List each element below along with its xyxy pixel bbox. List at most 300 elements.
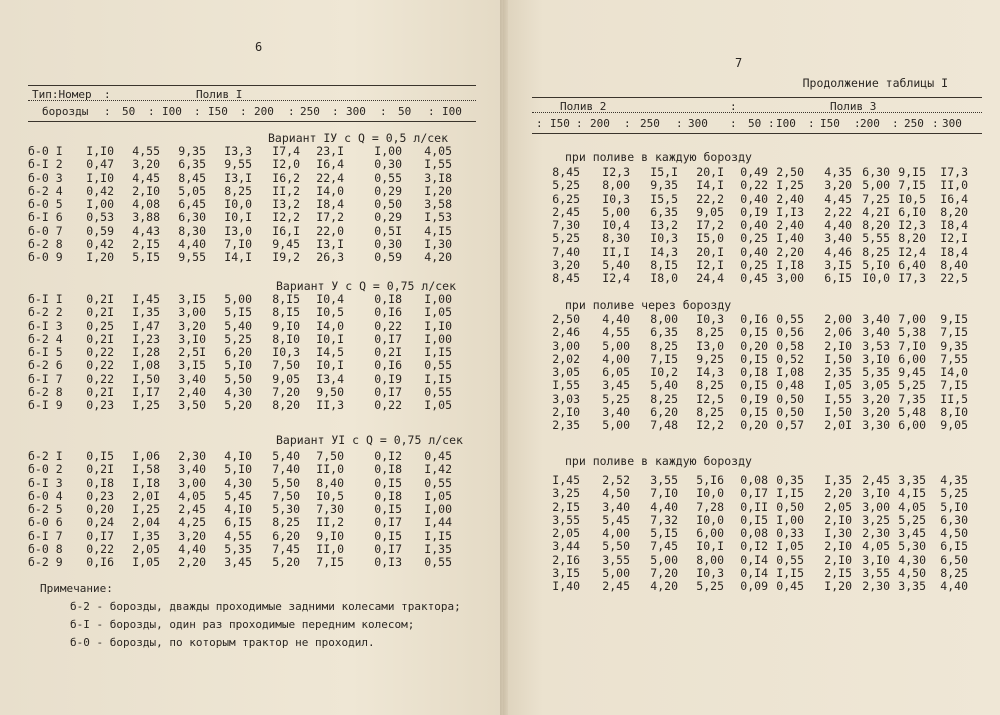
table-cell: 0,I5 — [740, 512, 768, 527]
table-cell: I2,2 — [696, 418, 724, 433]
table-cell: 9,45 — [898, 365, 926, 380]
table-cell: 2,I0 — [132, 183, 160, 198]
header-col: I00 — [776, 117, 796, 130]
table-cell: 5,25 — [940, 486, 968, 501]
table-row — [28, 172, 452, 185]
table-row — [548, 259, 968, 272]
table-cell: 0,45 — [776, 579, 804, 594]
table-cell: I7,3 — [940, 165, 968, 179]
table-cell: 4,05 — [898, 499, 926, 514]
table-cell: I0,I — [316, 358, 344, 373]
table-cell: 2,I0 — [824, 512, 852, 527]
table-cell: I0,0 — [224, 197, 252, 212]
table-cell: 5,25 — [552, 231, 580, 246]
table-cell: I3,I — [316, 237, 344, 252]
table-row — [548, 501, 968, 514]
table-cell: 6,45 — [178, 197, 206, 212]
row-label: б-0 7 — [28, 223, 63, 238]
table-cell: 3,I5 — [178, 292, 206, 306]
table-cell: I3,0 — [696, 338, 724, 353]
table-cell: II,5 — [940, 391, 968, 406]
variant-title: Вариант У с Q = 0,75 л/сек — [276, 279, 457, 293]
table-cell: I,I5 — [424, 528, 452, 543]
table-row — [548, 272, 968, 285]
table-cell: 0,29 — [374, 183, 402, 198]
table-cell: 5,25 — [898, 512, 926, 527]
table-cell: 0,I5 — [740, 378, 768, 393]
table-cell: 0,45 — [740, 271, 768, 286]
table-cell: 2,20 — [824, 486, 852, 501]
table-cell: I2,4 — [602, 271, 630, 286]
table-cell: 0,25 — [740, 231, 768, 246]
table-cell: I0,4 — [602, 218, 630, 233]
table-cell: 5,I0 — [224, 358, 252, 373]
table-row — [548, 406, 968, 419]
table-cell: 3,20 — [132, 157, 160, 172]
table-cell: 6,05 — [602, 365, 630, 380]
table-cell: 3,25 — [862, 512, 890, 527]
table-cell: 6,40 — [898, 258, 926, 273]
table-cell: 0,23 — [86, 398, 114, 413]
table-cell: 6,I5 — [824, 271, 852, 286]
table-cell: 4,08 — [132, 197, 160, 212]
table-cell: 3,20 — [862, 391, 890, 406]
table-row — [548, 340, 968, 353]
table-row — [548, 179, 968, 192]
table-cell: 5,25 — [898, 378, 926, 393]
header-col: I50 — [550, 117, 570, 130]
table-cell: 8,I5 — [650, 258, 678, 273]
table-row — [548, 540, 968, 553]
table-cell: 0,22 — [86, 345, 114, 360]
table-cell: I5,0 — [696, 231, 724, 246]
table-cell: 0,I6 — [86, 555, 114, 570]
table-row — [28, 530, 452, 543]
table-cell: 8,25 — [696, 405, 724, 420]
table-cell: 0,I7 — [374, 385, 402, 400]
table-cell: 6,20 — [650, 405, 678, 420]
header-col: 300 — [942, 117, 962, 130]
table-cell: 3,40 — [824, 231, 852, 246]
table-cell: I,I5 — [776, 486, 804, 501]
table-cell: 4,05 — [424, 144, 452, 158]
table-cell: 3,40 — [178, 371, 206, 386]
table-cell: 2,20 — [776, 244, 804, 259]
table-cell: 0,2I — [86, 385, 114, 400]
table-cell: 0,35 — [776, 473, 804, 487]
table-cell: I5,5 — [650, 191, 678, 206]
table-cell: 6,30 — [940, 512, 968, 527]
table-cell: I3,I — [224, 170, 252, 185]
table-cell: 5,I6 — [696, 473, 724, 487]
notes-title: Примечание: — [40, 582, 113, 595]
variant-table-1 — [28, 145, 452, 265]
table-cell: 5,40 — [224, 318, 252, 333]
table-cell: 3,45 — [224, 555, 252, 570]
table-cell: 8,25 — [650, 391, 678, 406]
table-cell: I,20 — [824, 579, 852, 594]
table-cell: 4,30 — [224, 385, 252, 400]
table-cell: 0,55 — [424, 555, 452, 570]
table-cell: 9,25 — [696, 351, 724, 366]
table-row — [548, 219, 968, 232]
table-cell: 5,38 — [898, 325, 926, 340]
table-cell: 4,40 — [824, 218, 852, 233]
table-cell: I,25 — [776, 178, 804, 193]
table-cell: 3,58 — [424, 197, 452, 212]
table-cell: 4,40 — [178, 542, 206, 557]
table-cell: 5,30 — [898, 539, 926, 554]
table-cell: I0,3 — [650, 231, 678, 246]
table-cell: I3,2 — [272, 197, 300, 212]
table-cell: 4,I0 — [224, 449, 252, 463]
table-cell: I,42 — [424, 462, 452, 477]
table-cell: 0,40 — [740, 218, 768, 233]
table-cell: 0,I8 — [374, 292, 402, 306]
table-cell: 0,25 — [86, 318, 114, 333]
table-cell: 7,20 — [650, 566, 678, 581]
section-title: при поливе в каждую борозду — [565, 454, 752, 468]
table-cell: 6,30 — [178, 210, 206, 225]
table-cell: I,I8 — [776, 258, 804, 273]
table-cell: 4,I5 — [898, 486, 926, 501]
table-cell: 8,45 — [552, 165, 580, 179]
table-cell: 3,I0 — [862, 351, 890, 366]
table-cell: 4,40 — [650, 499, 678, 514]
header-col: 300 — [688, 117, 708, 130]
table-cell: 2,52 — [602, 473, 630, 487]
table-cell: II,0 — [316, 462, 344, 477]
table-cell: 0,55 — [424, 358, 452, 373]
header-col: 300 — [346, 105, 366, 118]
table-cell: 6,I0 — [898, 204, 926, 219]
section-table-1 — [548, 166, 968, 286]
table-row — [548, 232, 968, 245]
table-cell: 4,I0 — [224, 502, 252, 517]
header-col: 250 — [904, 117, 924, 130]
table-cell: I,20 — [86, 250, 114, 265]
table-cell: 3,20 — [178, 318, 206, 333]
table-cell: I2,I — [696, 258, 724, 273]
table-cell: I,58 — [132, 462, 160, 477]
table-cell: I0,3 — [602, 191, 630, 206]
table-cell: 8,45 — [552, 271, 580, 286]
table-cell: 7,30 — [552, 218, 580, 233]
table-cell: 0,22 — [86, 542, 114, 557]
table-cell: 7,30 — [316, 502, 344, 517]
table-cell: 3,05 — [552, 365, 580, 380]
table-cell: 0,24 — [86, 515, 114, 530]
table-cell: 0,08 — [740, 526, 768, 541]
row-label: б-0 8 — [28, 542, 63, 557]
table-cell: 6,00 — [696, 526, 724, 541]
table-cell: 7,I0 — [224, 237, 252, 252]
header-group-label: Полив I — [196, 88, 243, 101]
table-cell: I,35 — [132, 305, 160, 320]
table-cell: 0,23 — [86, 488, 114, 503]
table-cell: I0,4 — [316, 292, 344, 306]
section-title: при поливе через борозду — [565, 298, 732, 312]
table-cell: I,I8 — [132, 475, 160, 490]
table-row — [548, 246, 968, 259]
table-cell: 9,I5 — [940, 312, 968, 326]
table-cell: 6,20 — [272, 528, 300, 543]
table-cell: 8,25 — [696, 325, 724, 340]
table-cell: II,2 — [316, 515, 344, 530]
table-cell: 0,55 — [424, 475, 452, 490]
table-cell: 9,I5 — [898, 165, 926, 179]
table-cell: 9,I0 — [316, 528, 344, 543]
table-cell: 2,06 — [824, 325, 852, 340]
table-cell: I,44 — [424, 515, 452, 530]
row-label: б-2 5 — [28, 502, 63, 517]
table-row — [548, 326, 968, 339]
table-cell: 2,50 — [552, 312, 580, 326]
table-cell: I,30 — [424, 237, 452, 252]
table-cell: 7,I5 — [898, 178, 926, 193]
table-cell: 6,00 — [898, 351, 926, 366]
table-cell: 3,55 — [602, 552, 630, 567]
row-label: б-2 8 — [28, 237, 63, 252]
table-cell: I8,4 — [940, 244, 968, 259]
table-cell: 2,05 — [824, 499, 852, 514]
table-cell: 8,00 — [602, 178, 630, 193]
table-row — [548, 567, 968, 580]
table-row — [548, 353, 968, 366]
table-cell: 0,50 — [776, 405, 804, 420]
row-label: б-0 9 — [28, 250, 63, 265]
table-cell: 3,40 — [862, 325, 890, 340]
table-cell: 0,I7 — [374, 542, 402, 557]
table-cell: I0,5 — [316, 488, 344, 503]
table-cell: 3,35 — [898, 473, 926, 487]
table-cell: 0,22 — [86, 358, 114, 373]
table-cell: 0,33 — [776, 526, 804, 541]
table-cell: I8,0 — [650, 271, 678, 286]
table-cell: 5,20 — [272, 555, 300, 570]
table-cell: 7,28 — [696, 499, 724, 514]
table-cell: 8,20 — [898, 231, 926, 246]
table-cell: 2,05 — [552, 526, 580, 541]
table-row — [28, 463, 452, 476]
table-cell: I2,2 — [272, 210, 300, 225]
header-col: 250 — [640, 117, 660, 130]
table-cell: I9,2 — [272, 250, 300, 265]
table-cell: I2,I — [940, 231, 968, 246]
table-cell: 0,56 — [776, 325, 804, 340]
table-cell: 2,I0 — [824, 539, 852, 554]
table-cell: 7,40 — [272, 462, 300, 477]
table-cell: 3,I0 — [862, 486, 890, 501]
table-cell: II,I — [602, 244, 630, 259]
table-cell: 7,35 — [898, 391, 926, 406]
table-cell: I,25 — [132, 398, 160, 413]
table-cell: 2,22 — [824, 204, 852, 219]
table-cell: 3,55 — [552, 512, 580, 527]
table-cell: 0,55 — [374, 170, 402, 185]
row-label: б-I 3 — [28, 475, 63, 490]
table-cell: 4,40 — [602, 312, 630, 326]
table-cell: I,45 — [132, 292, 160, 306]
table-cell: 6,00 — [898, 418, 926, 433]
table-row — [28, 373, 452, 386]
table-cell: I3,2 — [650, 218, 678, 233]
table-cell: 3,I0 — [178, 331, 206, 346]
table-cell: I4,3 — [696, 365, 724, 380]
table-cell: 4,55 — [132, 144, 160, 158]
book-gutter — [500, 0, 508, 715]
table-cell: 7,I0 — [650, 486, 678, 501]
table-cell: 0,I7 — [374, 515, 402, 530]
table-cell: 0,57 — [776, 418, 804, 433]
table-cell: II,0 — [316, 542, 344, 557]
table-cell: 0,22 — [86, 371, 114, 386]
table-cell: 0,22 — [374, 398, 402, 413]
table-cell: 2,45 — [178, 502, 206, 517]
table-row — [28, 293, 452, 306]
table-cell: 5,40 — [602, 258, 630, 273]
table-cell: I3,3 — [224, 144, 252, 158]
table-cell: I,I0 — [424, 318, 452, 333]
table-cell: II,3 — [316, 398, 344, 413]
table-cell: 7,20 — [272, 385, 300, 400]
right-table-header: Полив 2 : Полив 3 : I50 : 200 : 250 : 300 : 50 : I00 : I50 : 200 : 250 : 300 — [532, 97, 982, 134]
table-cell: I,23 — [132, 331, 160, 346]
table-cell: 0,I9 — [740, 391, 768, 406]
table-cell: I2,3 — [602, 165, 630, 179]
header-col: 50 — [122, 105, 136, 118]
table-cell: 4,25 — [178, 515, 206, 530]
table-cell: I,45 — [552, 473, 580, 487]
row-label: б-I I — [28, 292, 63, 306]
table-cell: 2,20 — [178, 555, 206, 570]
row-label: б-I 2 — [28, 157, 63, 172]
table-cell: 0,20 — [740, 338, 768, 353]
table-cell: 8,25 — [862, 244, 890, 259]
header-furrow-label: борозды — [42, 105, 89, 118]
table-cell: 4,50 — [940, 526, 968, 541]
table-cell: 2,04 — [132, 515, 160, 530]
table-cell: 3,00 — [862, 499, 890, 514]
table-cell: II,2 — [272, 183, 300, 198]
table-cell: 6,I5 — [224, 515, 252, 530]
table-cell: 4,20 — [650, 579, 678, 594]
table-cell: 0,45 — [424, 449, 452, 463]
row-label: б-2 9 — [28, 555, 63, 570]
section-table-3 — [548, 474, 968, 594]
table-cell: 4,00 — [602, 526, 630, 541]
table-row — [548, 487, 968, 500]
row-label: б-I 6 — [28, 210, 63, 225]
table-row — [28, 306, 452, 319]
table-cell: 22,2 — [696, 191, 724, 206]
table-cell: 0,I5 — [374, 528, 402, 543]
table-cell: 0,I2 — [374, 449, 402, 463]
header-col: 200 — [254, 105, 274, 118]
variant-title: Вариант IУ с Q = 0,5 л/сек — [268, 131, 449, 145]
table-cell: 0,50 — [776, 499, 804, 514]
table-row — [28, 185, 452, 198]
table-cell: 5,00 — [602, 418, 630, 433]
table-row — [548, 393, 968, 406]
table-cell: I,20 — [424, 183, 452, 198]
table-cell: I4,0 — [316, 318, 344, 333]
table-cell: 4,I5 — [424, 223, 452, 238]
table-cell: 6,35 — [650, 204, 678, 219]
table-cell: 8,25 — [272, 515, 300, 530]
table-cell: I,35 — [424, 542, 452, 557]
table-cell: 4,05 — [862, 539, 890, 554]
table-cell: 4,2I — [862, 204, 890, 219]
table-cell: 5,48 — [898, 405, 926, 420]
table-cell: 5,30 — [272, 502, 300, 517]
table-cell: 9,05 — [696, 204, 724, 219]
table-cell: 4,00 — [602, 351, 630, 366]
table-cell: 0,2I — [86, 462, 114, 477]
table-cell: I7,2 — [696, 218, 724, 233]
table-cell: I,55 — [424, 157, 452, 172]
table-row — [28, 503, 452, 516]
table-row — [28, 359, 452, 372]
table-cell: 0,50 — [374, 197, 402, 212]
table-cell: 0,I5 — [374, 475, 402, 490]
table-cell: 2,46 — [552, 325, 580, 340]
table-cell: 5,00 — [602, 204, 630, 219]
table-cell: 7,00 — [898, 312, 926, 326]
table-cell: 4,35 — [824, 165, 852, 179]
table-row — [28, 490, 452, 503]
table-cell: 0,I5 — [740, 325, 768, 340]
table-cell: I,I5 — [424, 345, 452, 360]
table-cell: 8,00 — [696, 552, 724, 567]
table-cell: 8,I0 — [272, 331, 300, 346]
table-cell: I,35 — [824, 473, 852, 487]
table-cell: 7,I5 — [316, 555, 344, 570]
table-cell: 0,29 — [374, 210, 402, 225]
table-cell: 5,I0 — [940, 499, 968, 514]
table-cell: 3,40 — [602, 405, 630, 420]
table-cell: 0,I5 — [740, 405, 768, 420]
table-row — [548, 554, 968, 567]
table-cell: I,05 — [424, 305, 452, 320]
table-cell: 2,I5 — [552, 499, 580, 514]
table-cell: 2,45 — [552, 204, 580, 219]
table-cell: 3,35 — [898, 579, 926, 594]
table-cell: 4,55 — [602, 325, 630, 340]
table-cell: 8,40 — [940, 258, 968, 273]
table-cell: 9,35 — [178, 144, 206, 158]
table-cell: 9,55 — [224, 157, 252, 172]
table-cell: 7,40 — [552, 244, 580, 259]
table-row — [28, 399, 452, 412]
table-cell: 6,35 — [178, 157, 206, 172]
table-cell: 5,00 — [602, 338, 630, 353]
table-cell: 0,I8 — [86, 475, 114, 490]
table-row — [548, 166, 968, 179]
header-col: 250 — [300, 105, 320, 118]
table-row — [548, 419, 968, 432]
table-cell: 7,48 — [650, 418, 678, 433]
table-cell: 0,I8 — [374, 488, 402, 503]
table-cell: 3,55 — [862, 566, 890, 581]
table-cell: 5,50 — [602, 539, 630, 554]
left-table-header: Тип:Номер : Полив I борозды : 50 : I00 : I50 : 200 : 250 : 300 : 50 : I00 — [28, 85, 476, 122]
table-cell: 5,25 — [696, 579, 724, 594]
table-cell: 0,I5 — [374, 502, 402, 517]
table-cell: 5,40 — [272, 449, 300, 463]
table-cell: 8,20 — [862, 218, 890, 233]
table-cell: 3,30 — [862, 418, 890, 433]
